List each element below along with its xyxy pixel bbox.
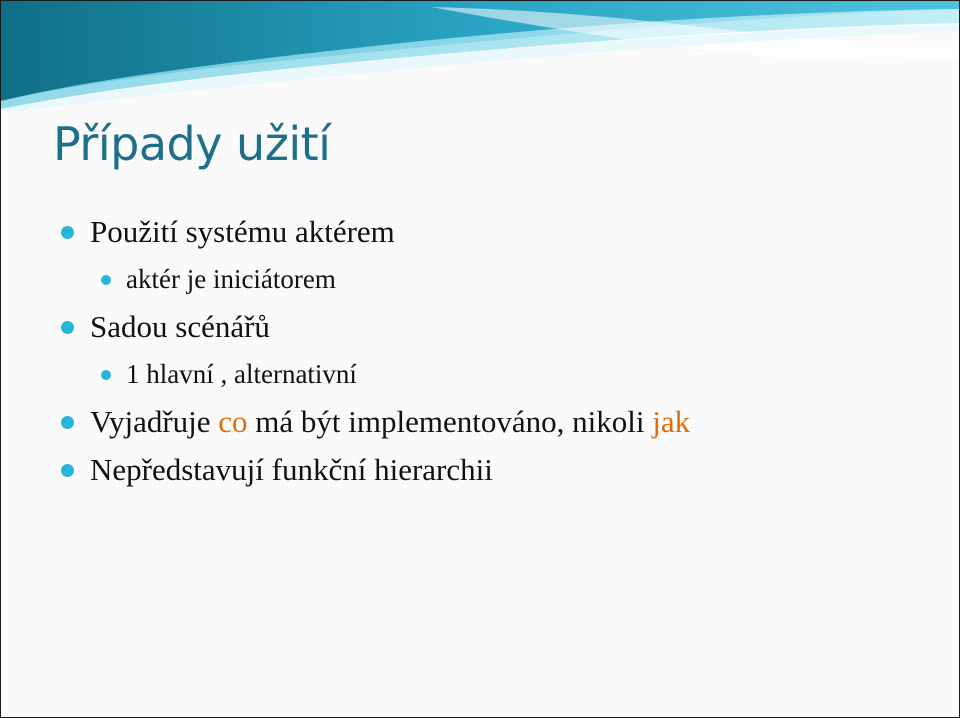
bullet-dot-icon [101,370,111,380]
bullet-text-part: má být implementováno, nikoli [247,404,653,439]
bullet-text: Sadou scénářů [90,309,270,344]
highlight-word-jak: jak [652,404,691,439]
highlight-word-co: co [218,404,248,439]
slide-title: Případy užití [53,117,331,171]
bullet-dot-icon [61,416,74,429]
bullet-item [1,303,959,351]
sub-bullet-item [1,351,959,398]
sub-bullet-text: 1 hlavní , alternativní [126,359,357,389]
bullet-text: Použití systému aktérem [90,214,395,249]
header-wave-decoration [1,1,959,111]
bullet-dot-icon [61,226,74,239]
bullet-list [1,208,959,494]
sub-bullet-text: aktér je iniciátorem [126,264,336,294]
bullet-dot-icon [101,275,111,285]
bullet-text: Nepředstavují funkční hierarchii [90,452,493,487]
bullet-item [1,398,959,446]
bullet-item [1,446,959,494]
bullet-dot-icon [61,464,74,477]
bullet-item [1,208,959,256]
sub-bullet-item [1,256,959,303]
bullet-text-part: Vyjadřuje [90,404,219,439]
bullet-dot-icon [61,321,74,334]
